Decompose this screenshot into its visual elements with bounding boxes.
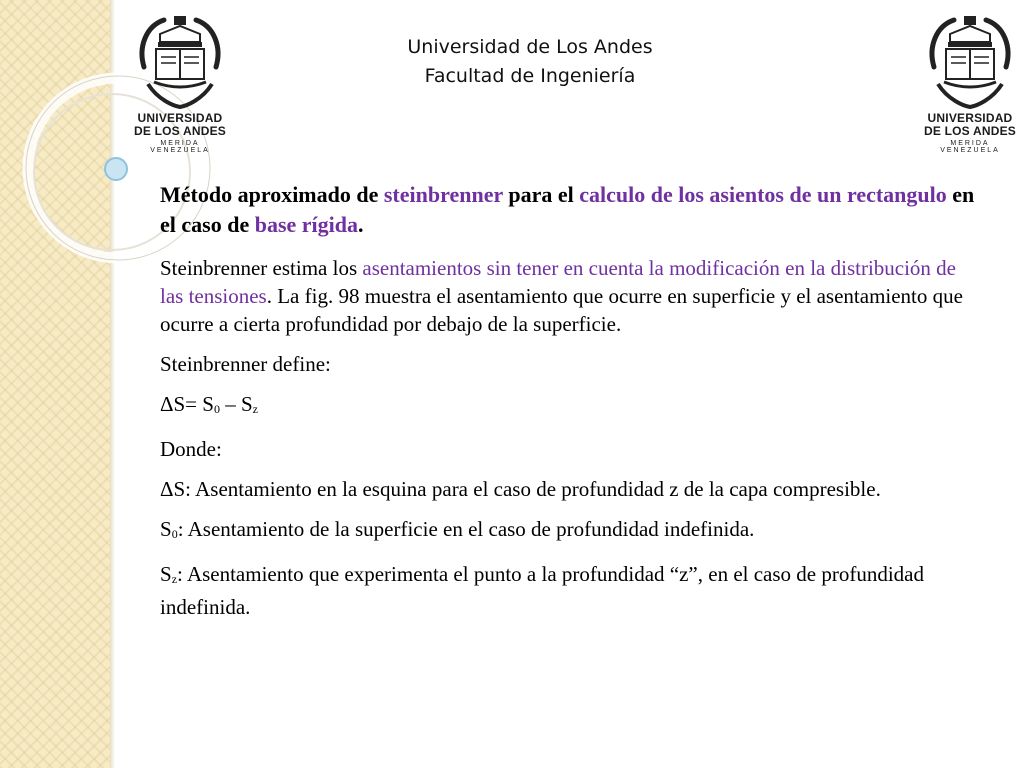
definition-s0 <box>160 515 980 548</box>
logo-city: MERIDA VENEZUELA <box>150 140 210 154</box>
paragraph-text: . La fig. 98 muestra el asentamiento que ocurre en superficie y el asentamiento que ocurre a cierta profundidad por debajo de la superficie. <box>160 284 963 336</box>
donde-line: Donde: <box>160 437 222 461</box>
university-seal-icon <box>134 12 226 112</box>
header-university: Universidad de Los Andes <box>407 36 653 58</box>
title-part: . <box>358 212 364 237</box>
logo-name-line2: DE LOS ANDES <box>134 124 226 138</box>
intro-paragraph <box>160 254 980 338</box>
title-part: para el <box>502 182 580 207</box>
logo-name-line1: UNIVERSIDAD <box>137 111 223 125</box>
formula-text: – S <box>219 392 253 416</box>
strip-edge <box>110 0 115 768</box>
logo-city: MERIDA VENEZUELA <box>940 140 1000 154</box>
definition-delta-s: ΔS: Asentamiento en la esquina para el caso de profundidad z de la capa compresible. <box>160 477 881 501</box>
define-line: Steinbrenner define: <box>160 352 331 376</box>
definition-text: : Asentamiento de la superficie en el caso de profundidad indefinida. <box>177 517 755 541</box>
definition-subscript: 0 <box>171 527 178 541</box>
definition-text: : Asentamiento que experimenta el punto a la profundidad “z”, en el caso de profundidad indefinida. <box>160 562 925 619</box>
formula-subscript: z <box>252 402 258 416</box>
paragraph-text: Steinbrenner estima los <box>160 256 363 280</box>
definition-symbol: S <box>160 517 172 541</box>
formula-text: ΔS= S <box>160 392 214 416</box>
header-faculty: Facultad de Ingeniería <box>424 65 636 87</box>
logo-name-line2: DE LOS ANDES <box>924 124 1016 138</box>
paragraph-highlight: asentamientos sin tener en cuenta la modificación en la distribución de las tensiones <box>160 256 957 308</box>
decorative-side-strip <box>0 0 112 768</box>
title-highlight: steinbrenner <box>383 182 503 207</box>
formula-subscript: 0 <box>213 402 220 416</box>
formula-line <box>160 390 980 423</box>
university-logo-left <box>130 12 230 154</box>
title-highlight: calculo de los asientos de un rectangulo <box>579 182 947 207</box>
definition-sz <box>160 560 980 621</box>
slide-title <box>160 180 980 240</box>
title-part: Método aproximado de <box>160 182 384 207</box>
logo-name-line1: UNIVERSIDAD <box>927 111 1013 125</box>
title-part: en el caso de <box>160 182 975 237</box>
university-seal-icon <box>924 12 1016 112</box>
slide-header <box>300 33 760 91</box>
slide-content <box>160 180 980 621</box>
definition-symbol: S <box>160 562 172 586</box>
title-highlight: base rígida <box>254 212 358 237</box>
university-logo-right <box>920 12 1020 154</box>
definition-subscript: z <box>171 572 178 586</box>
